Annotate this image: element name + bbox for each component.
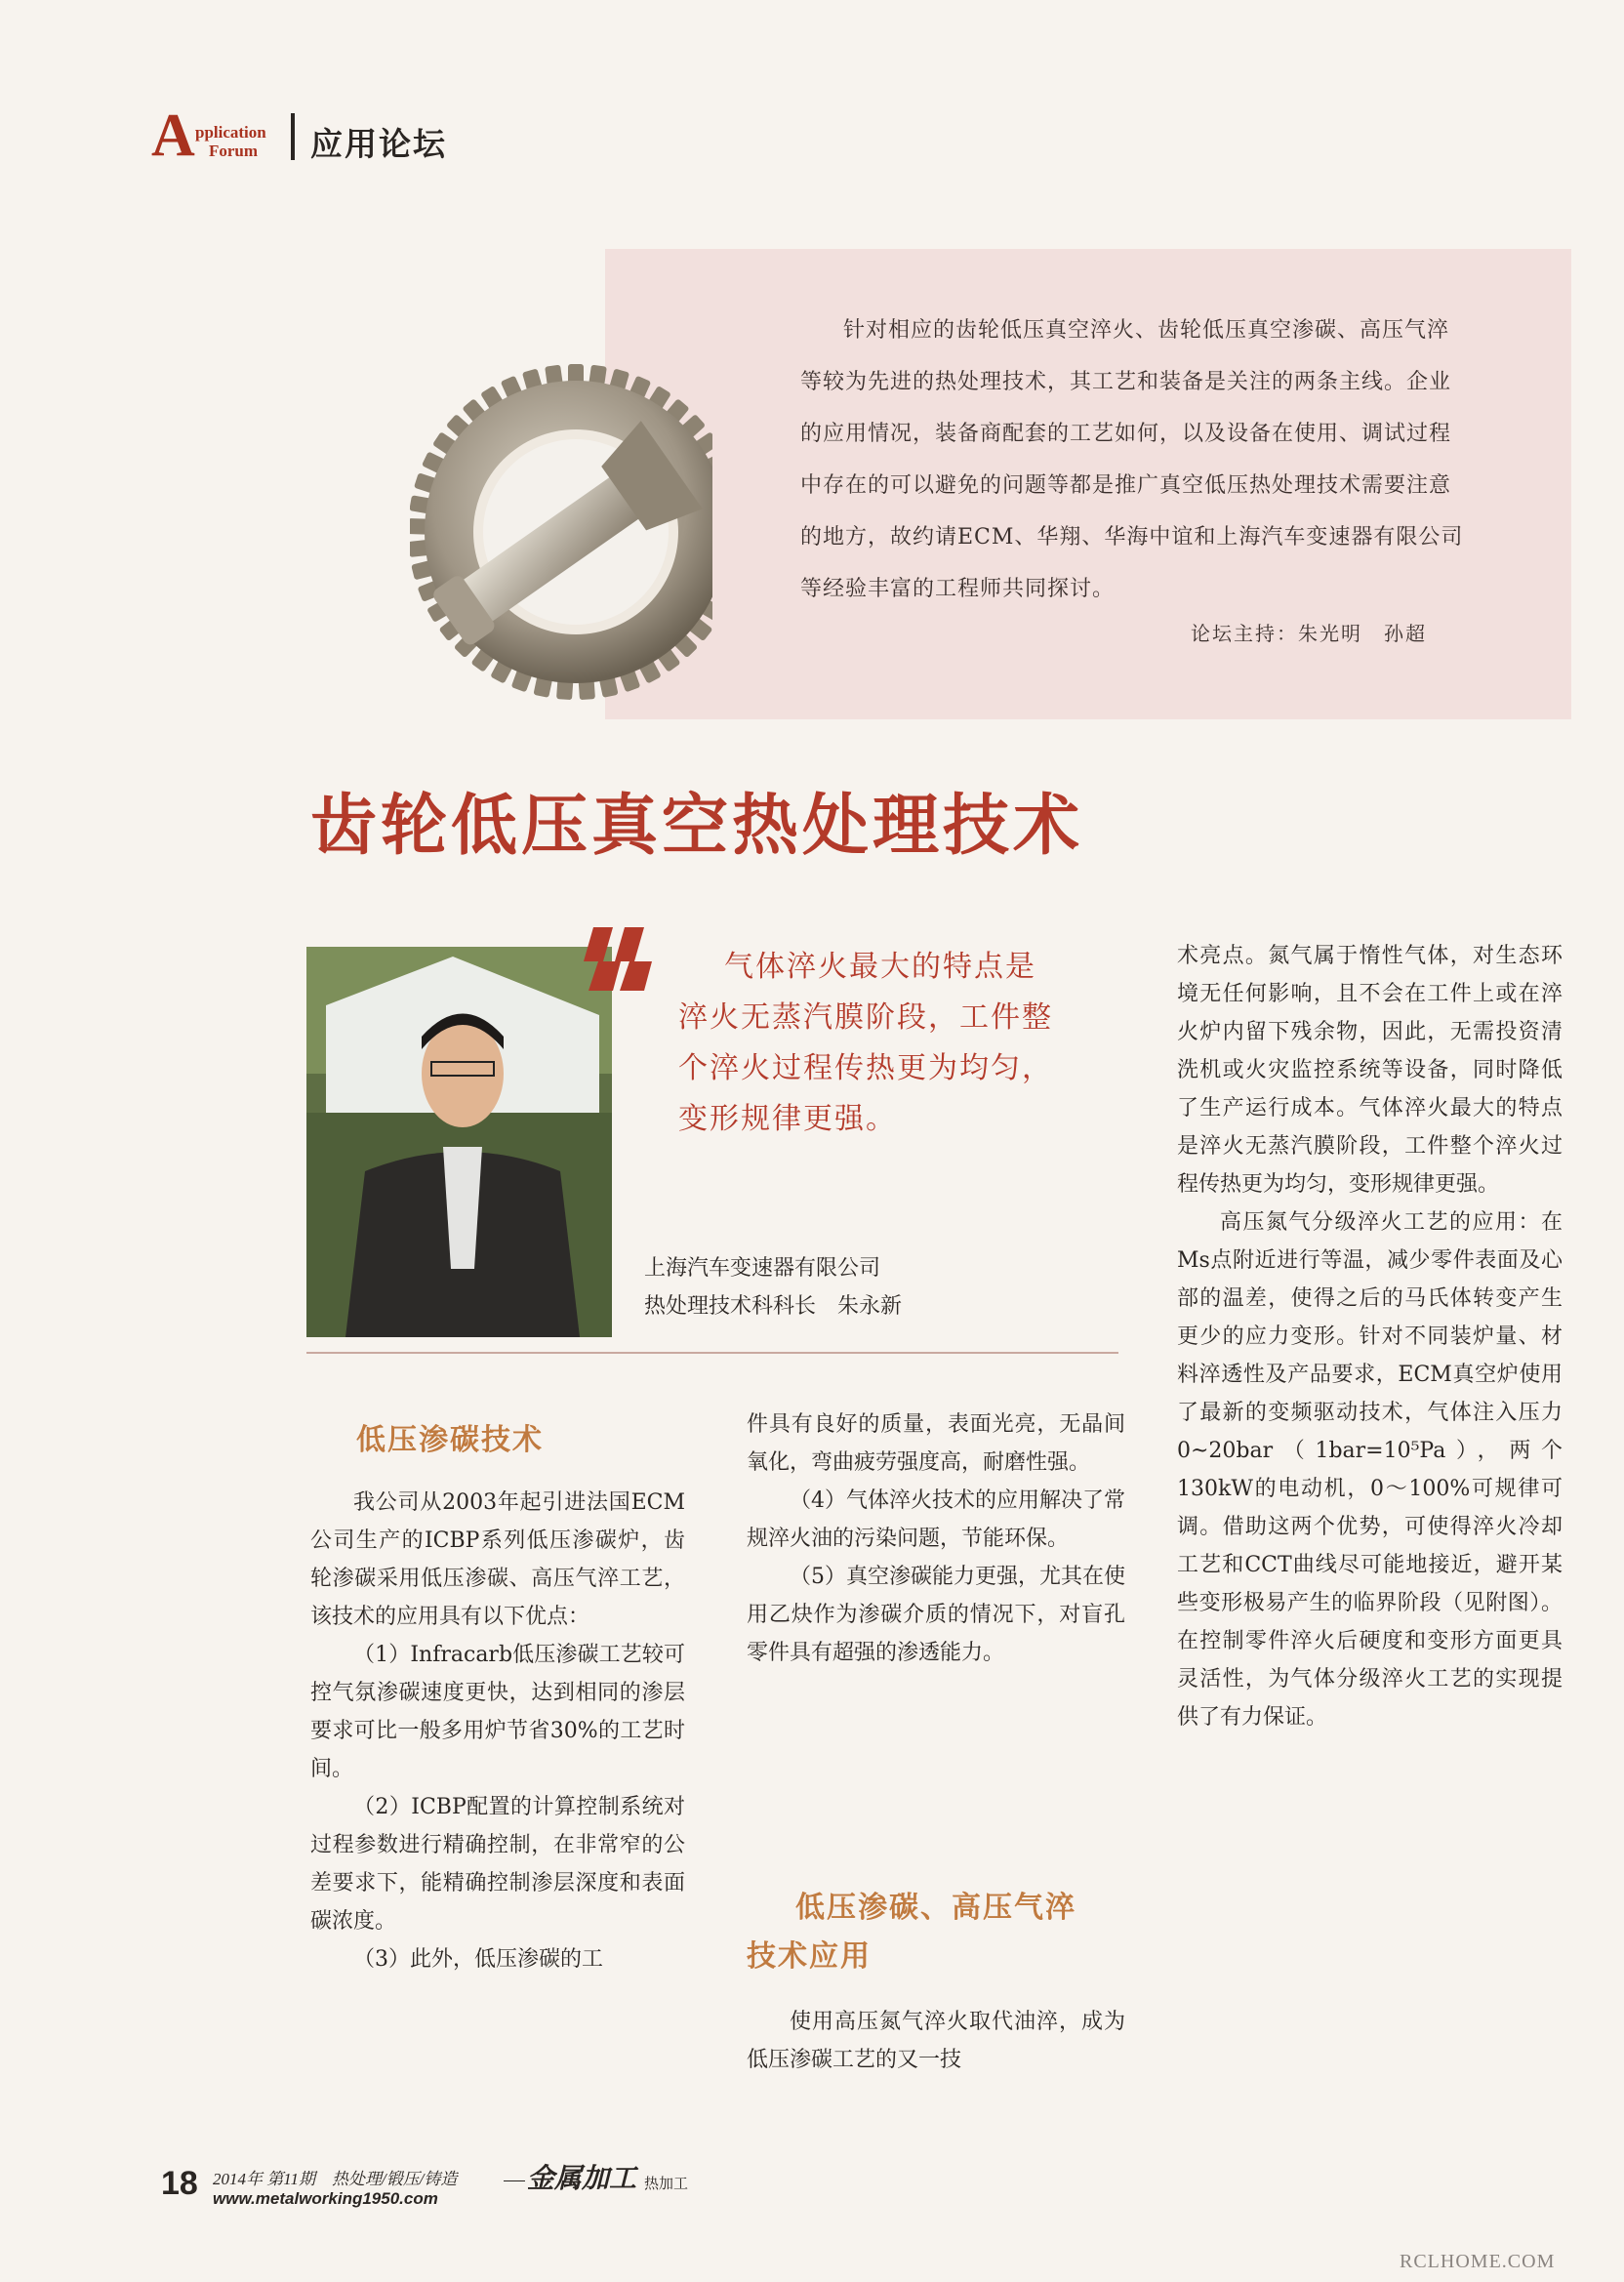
column-2-continued: [747, 2003, 1125, 2079]
heading-line: 技术应用: [747, 1939, 872, 1974]
quote-line: 气体淬火最大的特点是: [724, 950, 1036, 984]
paragraph: 使用高压氮气淬火取代油淬，成为低压渗碳工艺的又一技: [747, 2010, 1125, 2072]
intro-line: 等较为先进的热处理技术，其工艺和装备是关注的两条主线。企业: [800, 370, 1452, 394]
section-title: 应用论坛: [310, 125, 447, 163]
intro-line: 针对相应的齿轮低压真空淬火、齿轮低压真空渗碳、高压气淬: [843, 318, 1450, 343]
author-photo: [306, 947, 612, 1337]
paragraph: 高压氮气分级淬火工艺的应用：在Ms点附近进行等温，减少零件表面及心部的温差，使得之后的马氏体转变产生更少的应力变形。针对不同装炉量、材料淬透性及产品要求，ECM真空炉使用了最新的变频驱动技术，气体注入压力0~20bar（1bar=10⁵Pa），两个130kW的电动机，0～100%可规律可调。借助这两个优势，可使得淬火冷却工艺和CCT曲线尽可能地接近，避开某些变形极易产生的临界阶段（见附图）。在控制零件淬火后硬度和变形方面更具灵活性，为气体分级淬火工艺的实现提供了有力保证。: [1177, 1210, 1563, 1730]
magazine-edition: 热加工: [644, 2175, 689, 2192]
logo-text-application: pplication: [195, 123, 266, 142]
paragraph: 我公司从2003年起引进法国ECM公司生产的ICBP系列低压渗碳炉，齿轮渗碳采用低压渗碳、高压气淬工艺，该技术的应用具有以下优点：: [310, 1490, 685, 1629]
column-2: [747, 1406, 1125, 1672]
magazine-logo: 金属加工: [527, 2162, 637, 2194]
section-divider: [306, 1352, 1118, 1354]
intro-line: 中存在的可以避免的问题等都是推广真空低压热处理技术需要注意: [800, 473, 1452, 498]
paragraph: （4）气体淬火技术的应用解决了常规淬火油的污染问题，节能环保。: [747, 1488, 1125, 1551]
column-1: [310, 1484, 685, 1978]
column-3: [1177, 937, 1563, 1736]
logo-text-forum: Forum: [209, 142, 259, 160]
pull-quote: [678, 942, 1137, 1145]
forum-hosts: 论坛主持：朱光明 孙超: [1191, 622, 1427, 645]
intro-line: 等经验丰富的工程师共同探讨。: [800, 577, 1116, 601]
website-link[interactable]: www.metalworking1950.com: [213, 2189, 438, 2208]
gear-image: [410, 327, 712, 737]
logo-initial: A: [151, 102, 195, 169]
section-heading-application: [747, 1884, 1137, 1981]
page-number: 18: [161, 2165, 198, 2202]
article-title: 齿轮低压真空热处理技术: [310, 787, 1084, 865]
footer-rule: [504, 2180, 525, 2181]
paragraph: （2）ICBP配置的计算控制系统对过程参数进行精确控制，在非常窄的公差要求下，能精确控制渗层深度和表面碳浓度。: [310, 1795, 685, 1934]
quote-line: 个淬火过程传热更为均匀，: [678, 1051, 1053, 1085]
author-position: 热处理技术科科长 朱永新: [644, 1294, 903, 1319]
quote-mark-icon: [584, 922, 662, 996]
intro-paragraph: [800, 305, 1522, 615]
paragraph: （5）真空渗碳能力更强，尤其在使用乙炔作为渗碳介质的情况下，对盲孔零件具有超强的渗透能力。: [747, 1565, 1125, 1665]
quote-line: 变形规律更强。: [678, 1102, 897, 1136]
paragraph: （3）此外，低压渗碳的工: [353, 1947, 603, 1972]
heading-line: 低压渗碳、高压气淬: [795, 1891, 1076, 1925]
paragraph: （1）Infracarb低压渗碳工艺较可控气氛渗碳速度更快，达到相同的渗层要求可比一般多用炉节省30%的工艺时间。: [310, 1643, 685, 1781]
section-heading-low-pressure-carburizing: 低压渗碳技术: [356, 1423, 544, 1457]
author-affiliation: [644, 1249, 902, 1325]
header-divider: [291, 113, 295, 160]
paragraph: 件具有良好的质量，表面光亮，无晶间氧化，弯曲疲劳强度高，耐磨性强。: [747, 1412, 1125, 1475]
paragraph: 术亮点。氮气属于惰性气体，对生态环境无任何影响，且不会在工件上或在淬火炉内留下残余物，因此，无需投资清洗机或火灾监控系统等设备，同时降低了生产运行成本。气体淬火最大的特点是淬火无蒸汽膜阶段，工件整个淬火过程传热更为均匀，变形规律更强。: [1177, 944, 1563, 1197]
author-company: 上海汽车变速器有限公司: [644, 1256, 881, 1281]
quote-line: 淬火无蒸汽膜阶段，工件整: [678, 1000, 1053, 1035]
watermark: RCLHOME.COM: [1400, 2251, 1556, 2272]
intro-line: 的地方，故约请ECM、华翔、华海中谊和上海汽车变速器有限公司: [800, 525, 1464, 550]
intro-line: 的应用情况，装备商配套的工艺如何，以及设备在使用、调试过程: [800, 422, 1452, 446]
issue-info: 2014年 第11期 热处理/锻压/铸造: [213, 2170, 458, 2188]
